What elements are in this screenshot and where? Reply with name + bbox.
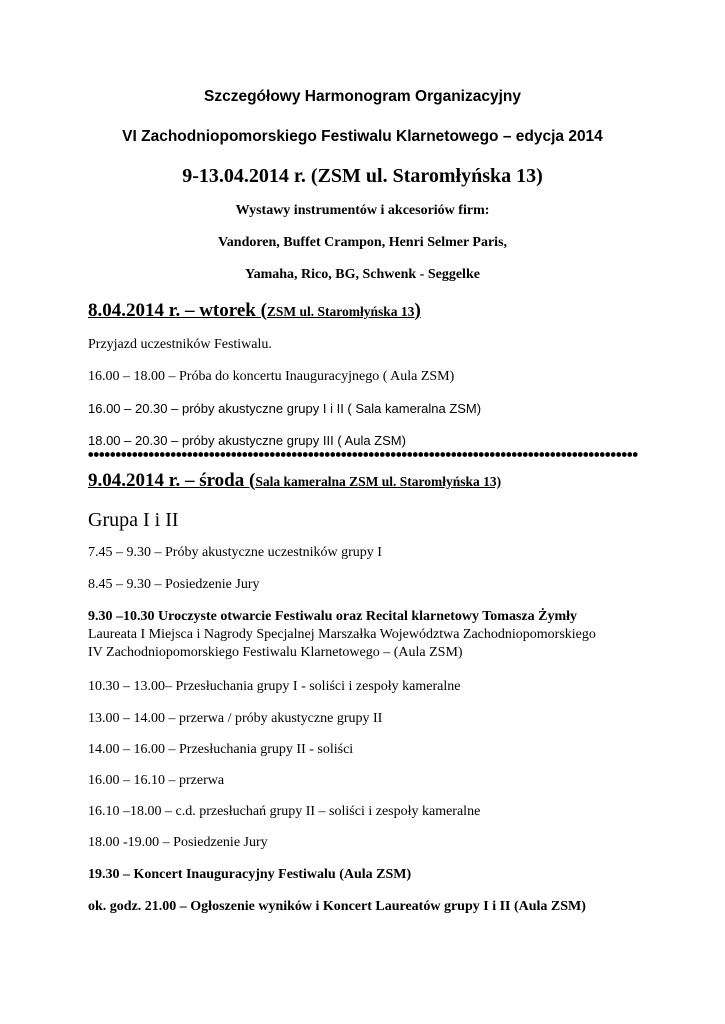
day2-item: 8.45 – 9.30 – Posiedzenie Jury bbox=[88, 577, 260, 592]
dotted-divider bbox=[88, 452, 638, 457]
brands-line-2: Yamaha, Rico, BG, Schwenk - Seggelke bbox=[245, 267, 480, 282]
day1-item: Przyjazd uczestników Festiwalu. bbox=[88, 337, 272, 352]
exhibit-line: Wystawy instrumentów i akcesoriów firm: bbox=[235, 203, 490, 218]
day1-item: 16.00 – 18.00 – Próba do koncertu Inauguracyjnego ( Aula ZSM) bbox=[88, 369, 455, 384]
brands-line-1: Vandoren, Buffet Crampon, Henri Selmer Paris, bbox=[217, 235, 508, 250]
document-title: Szczegółowy Harmonogram Organizacyjny bbox=[204, 88, 521, 105]
opening-line-1: 9.30 –10.30 Uroczyste otwarcie Festiwalu oraz Recital klarnetowy Tomasza Żymły bbox=[88, 609, 578, 624]
day1-item: 18.00 – 20.30 – próby akustyczne grupy III ( Aula ZSM) bbox=[88, 433, 406, 448]
opening-line-2: Laureata I Miejsca i Nagrody Specjalnej Marszałka Województwa Zachodniopomorskiego bbox=[88, 627, 596, 642]
day2-location: Sala kameralna ZSM ul. Staromłyńska 13) bbox=[255, 474, 502, 489]
day2-item: 14.00 – 16.00 – Przesłuchania grupy II - soliści bbox=[88, 742, 354, 757]
day1-date: 8.04.2014 r. – wtorek ( bbox=[88, 300, 267, 321]
day1-heading bbox=[88, 300, 421, 322]
opening-line-3: IV Zachodniopomorskiego Festiwalu Klarnetowego – (Aula ZSM) bbox=[88, 645, 463, 660]
group-heading: Grupa I i II bbox=[88, 509, 179, 531]
festival-dates: 9-13.04.2014 r. (ZSM ul. Staromłyńska 13) bbox=[182, 165, 543, 187]
day2-item: 18.00 -19.00 – Posiedzenie Jury bbox=[88, 835, 268, 850]
results-line: ok. godz. 21.00 – Ogłoszenie wyników i Koncert Laureatów grupy I i II (Aula ZSM) bbox=[88, 899, 586, 914]
day2-item: 7.45 – 9.30 – Próby akustyczne uczestników grupy I bbox=[88, 545, 382, 560]
day1-close: ) bbox=[414, 300, 421, 321]
day2-item: 16.00 – 16.10 – przerwa bbox=[88, 773, 225, 788]
concert-line: 19.30 – Koncert Inauguracyjny Festiwalu (Aula ZSM) bbox=[88, 867, 412, 882]
day1-location: ZSM ul. Staromłyńska 13 bbox=[266, 304, 415, 319]
day2-item: 16.10 –18.00 – c.d. przesłuchań grupy II – soliści i zespoły kameralne bbox=[88, 804, 481, 819]
day1-item: 16.00 – 20.30 – próby akustyczne grupy I i II ( Sala kameralna ZSM) bbox=[88, 401, 482, 416]
festival-title: VI Zachodniopomorskiego Festiwalu Klarnetowego – edycja 2014 bbox=[122, 128, 603, 145]
day2-item: 13.00 – 14.00 – przerwa / próby akustyczne grupy II bbox=[88, 711, 383, 726]
day2-heading bbox=[88, 470, 501, 492]
day2-date: 9.04.2014 r. – środa ( bbox=[88, 470, 256, 491]
day2-item: 10.30 – 13.00– Przesłuchania grupy I - soliści i zespoły kameralne bbox=[88, 679, 461, 694]
